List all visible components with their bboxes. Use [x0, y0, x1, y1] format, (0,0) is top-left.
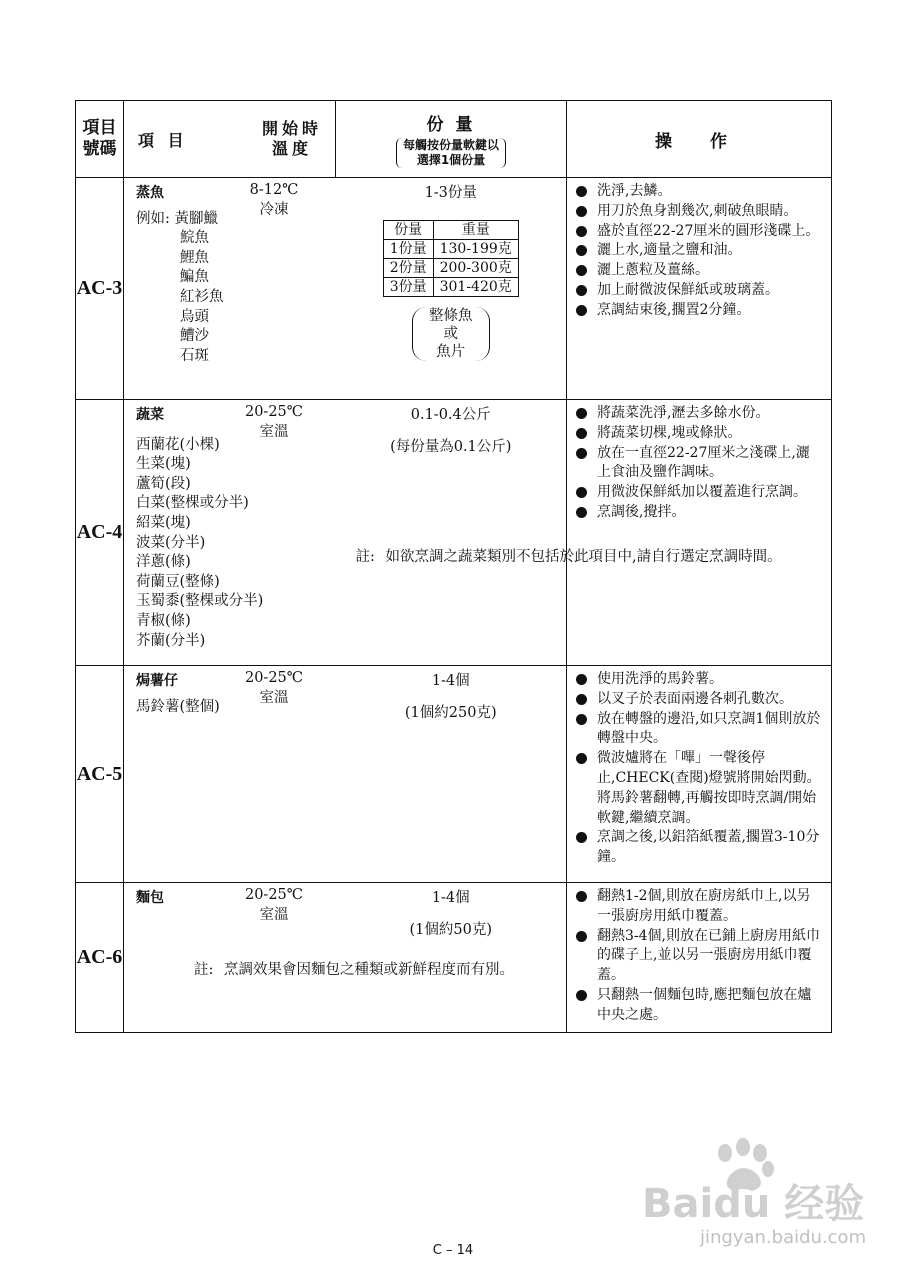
list-item: 使用洗淨的馬鈴薯。	[575, 670, 823, 690]
start-temp: 20-25℃ 室溫	[244, 670, 304, 706]
operation-cell	[567, 883, 832, 1033]
svg-text:Baidu 经验: Baidu 经验	[642, 1181, 865, 1225]
list-item: 玉蜀黍(整棵或分半)	[136, 593, 264, 610]
portion-cell	[336, 178, 567, 400]
example-list: 例如: 黃腳鱲 鯇魚 鯉魚 鯿魚 紅衫魚 烏頭 鰽沙 石斑	[136, 210, 336, 367]
portion-unit: (每份量為0.1公斤)	[390, 438, 512, 455]
list-item: 翻熱1-2個,則放在廚房紙巾上,以另一張廚房用紙巾覆蓋。	[575, 887, 823, 927]
weight-table: 份量 重量 1份量 130-199克 2份量 200-300克 3份量 301-420克	[383, 220, 519, 297]
portion-range: 1-3份量	[424, 185, 477, 201]
operation-cell	[567, 666, 832, 883]
list-item: 灑上蔥粒及薑絲。	[575, 261, 823, 281]
list-item: 鯿魚	[180, 269, 209, 286]
item-name: 蒸魚	[136, 185, 164, 201]
portion-unit: (1個約250克)	[404, 704, 497, 721]
list-item: 翻熱3-4個,則放在已鋪上廚房用紙巾的碟子上,並以另一張廚房用紙巾覆蓋。	[575, 927, 823, 986]
row-ac4	[76, 400, 832, 666]
operation-cell	[567, 400, 832, 666]
list-item: 蘆筍(段)	[136, 475, 191, 492]
list-item: 以叉子於表面兩邊各刺孔數次。	[575, 690, 823, 710]
header-row	[76, 101, 832, 178]
item-cell	[124, 666, 336, 883]
list-item: 用微波保鮮紙加以覆蓋進行烹調。	[575, 483, 823, 503]
list-item: 馬鈴薯(整個)	[136, 698, 220, 715]
list-item: 放在一直徑22-27厘米之淺碟上,灑上食油及鹽作調味。	[575, 444, 823, 484]
fish-type-note: 整條魚 或 魚片	[412, 307, 490, 361]
portion-cell	[336, 666, 567, 883]
list-item: 灑上水,適量之鹽和油。	[575, 241, 823, 261]
list-item: 將蔬菜洗淨,瀝去多餘水份。	[575, 404, 823, 424]
operation-cell	[567, 178, 832, 400]
list-item: 烏頭	[180, 308, 209, 325]
list-item: 放在轉盤的邊沿,如只烹調1個則放於轉盤中央。	[575, 710, 823, 750]
row-code: AC-4	[76, 400, 124, 666]
list-item: 鰽沙	[180, 328, 209, 345]
note: 註: 如欲烹調之蔬菜類別不包括於此項目中,請自行選定烹調時間。	[355, 549, 782, 565]
note: 註: 烹調效果會因麵包之種類或新鮮程度而有別。	[194, 962, 514, 978]
cooking-table	[75, 100, 832, 1033]
list-item: 用刀於魚身割幾次,刺破魚眼睛。	[575, 202, 823, 222]
watermark-url: jingyan.baidu.com	[700, 1227, 867, 1248]
baidu-watermark	[640, 1135, 880, 1255]
portion-range: 1-4個	[431, 890, 470, 906]
item-name: 焗薯仔	[136, 673, 178, 689]
list-item: 微波爐將在「嗶」一聲後停止,CHECK(查閱)燈號將開始閃動。將馬鈴薯翻轉,再觸按即時烹調/開始軟鍵,繼續烹調。	[575, 749, 823, 828]
list-item: 烹調結束後,擱置2分鐘。	[575, 301, 823, 321]
header-portion: 份 量 每觸按份量軟鍵以 選擇1個份量	[336, 101, 567, 178]
list-item: 波菜(分半)	[136, 534, 206, 551]
list-item: 鯉魚	[180, 249, 209, 266]
portion-range: 1-4個	[431, 673, 470, 689]
list-item: 洋蔥(條)	[136, 554, 191, 571]
header-portion-note: 每觸按份量軟鍵以 選擇1個份量	[396, 138, 506, 168]
list-item: 只翻熱一個麵包時,應把麵包放在爐中央之處。	[575, 986, 823, 1026]
list-item: 鯇魚	[180, 230, 209, 247]
row-code: AC-3	[76, 178, 124, 400]
list-item: 加上耐微波保鮮紙或玻璃蓋。	[575, 281, 823, 301]
list-item: 烹調後,攪拌。	[575, 503, 823, 523]
item-name: 麵包	[136, 890, 164, 906]
row-code: AC-5	[76, 666, 124, 883]
header-code: 項目 號碼	[76, 101, 124, 178]
portion-range: 0.1-0.4公斤	[410, 407, 491, 423]
start-temp: 8-12℃ 冷凍	[249, 182, 299, 218]
header-temp: 開始時 溫度	[261, 119, 322, 158]
start-temp: 20-25℃ 室溫	[244, 404, 304, 440]
list-item: 石斑	[180, 347, 209, 364]
portion-cell	[336, 883, 567, 1033]
row-ac3	[76, 178, 832, 400]
header-operation: 操 作	[567, 101, 832, 178]
list-item: 荷蘭豆(整條)	[136, 573, 220, 590]
item-cell	[124, 178, 336, 400]
row-ac6	[76, 883, 832, 1033]
list-item: 紹菜(塊)	[136, 514, 191, 531]
list-item: 芥蘭(分半)	[136, 632, 206, 649]
list-item: 西蘭花(小棵)	[136, 436, 220, 453]
row-code: AC-6	[76, 883, 124, 1033]
list-item: 將蔬菜切棵,塊或條狀。	[575, 424, 823, 444]
row-ac5	[76, 666, 832, 883]
baidu-paw-icon	[640, 1135, 880, 1225]
portion-unit: (1個約50克)	[409, 921, 492, 938]
list-item: 青椒(條)	[136, 612, 191, 629]
list-item: 白菜(整棵或分半)	[136, 495, 249, 512]
list-item: 紅衫魚	[180, 288, 224, 305]
list-item: 烹調之後,以鋁箔紙覆蓋,擱置3-10分鐘。	[575, 828, 823, 868]
item-name: 蔬菜	[136, 407, 164, 423]
list-item: 生菜(塊)	[136, 456, 191, 473]
header-item: 項 目 開始時 溫度	[124, 101, 336, 178]
vegetable-list	[136, 436, 336, 652]
item-cell	[124, 400, 336, 666]
page-number: C – 14	[432, 1243, 474, 1258]
list-item: 盛於直徑22-27厘米的圓形淺碟上。	[575, 222, 823, 242]
list-item: 洗淨,去鱗。	[575, 182, 823, 202]
start-temp: 20-25℃ 室溫	[244, 887, 304, 923]
